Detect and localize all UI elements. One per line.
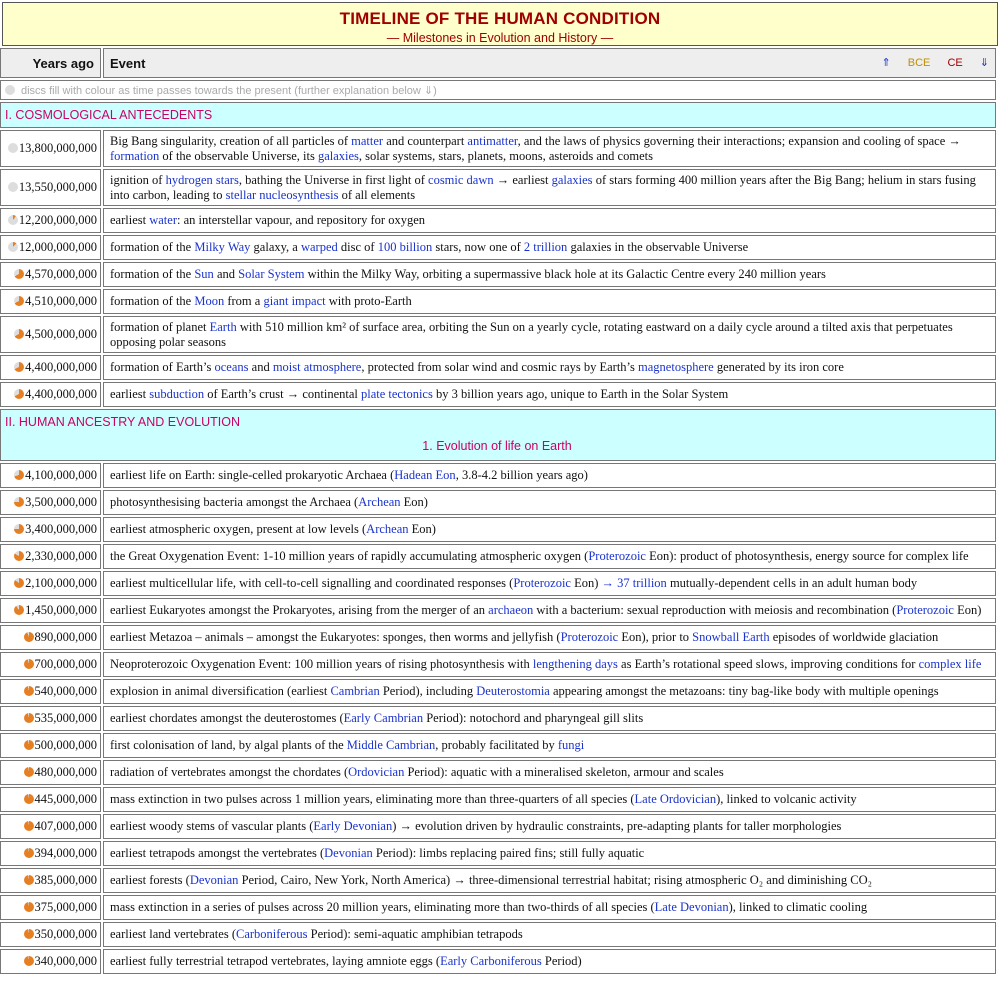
event-link[interactable]: Snowball Earth <box>692 630 770 644</box>
years-ago-cell <box>0 289 101 314</box>
progress-disc-icon <box>14 296 24 306</box>
event-cell <box>103 841 996 866</box>
progress-disc-icon <box>14 497 24 507</box>
event-text: by 3 billion years ago, unique to Earth in the Solar System <box>432 387 729 401</box>
years-ago-cell <box>0 949 101 974</box>
years-value: 3,400,000,000 <box>25 522 97 536</box>
page-title: TIMELINE OF THE HUMAN CONDITION <box>339 9 661 28</box>
table-row <box>0 652 996 677</box>
event-link[interactable]: Ordovician <box>348 765 405 779</box>
event-link[interactable]: magnetosphere <box>638 360 714 374</box>
event-link[interactable]: fungi <box>557 738 585 752</box>
event-cell <box>103 490 996 515</box>
event-cell <box>103 868 996 893</box>
progress-disc-icon <box>14 389 24 399</box>
up-arrow-icon[interactable]: ⇑ <box>881 56 891 69</box>
event-text: Period, Cairo, New York, North America) → three-dimensional terrestrial habitat; rising atmospheric O₂ and diminishing CO₂ <box>238 873 873 887</box>
bce-link[interactable]: BCE <box>907 56 931 69</box>
event-link[interactable]: Late Ordovician <box>634 792 717 806</box>
years-ago-cell <box>0 895 101 920</box>
event-text: , probably facilitated by <box>435 738 558 752</box>
event-text: formation of the <box>110 267 195 281</box>
event-text: earliest chordates amongst the deuterostomes ( <box>110 711 344 725</box>
event-cell <box>103 571 996 596</box>
event-text: photosynthesising bacteria amongst the Archaea ( <box>110 495 359 509</box>
progress-disc-icon <box>24 956 34 966</box>
legend-note-text: discs fill with colour as time passes towards the present (further explanation below ⇓) <box>21 84 437 97</box>
years-value: 4,510,000,000 <box>25 294 97 308</box>
subsection-heading-evolution: 1. Evolution of life on Earth <box>422 439 572 453</box>
event-link[interactable]: Devonian <box>189 873 239 887</box>
table-row <box>0 868 996 893</box>
event-cell <box>103 733 996 758</box>
event-cell <box>103 706 996 731</box>
event-cell <box>103 382 996 407</box>
years-ago-cell <box>0 490 101 515</box>
event-cell <box>103 544 996 569</box>
event-text: the Great Oxygenation Event: 1-10 million years of rapidly accumulating atmospheric oxygen ( <box>110 549 589 563</box>
event-text: Eon) <box>570 576 602 590</box>
legend-note-row <box>0 80 996 100</box>
progress-disc-icon <box>8 182 18 192</box>
years-value: 890,000,000 <box>34 630 97 644</box>
years-value: 3,500,000,000 <box>25 495 97 509</box>
event-text: , solar systems, stars, planets, moons, asteroids and comets <box>358 148 653 163</box>
event-text: Eon) <box>400 495 428 509</box>
years-value: 12,000,000,000 <box>18 240 97 254</box>
progress-disc-icon <box>24 848 34 858</box>
progress-disc-icon <box>24 875 34 885</box>
event-cell <box>103 355 996 380</box>
years-value: 480,000,000 <box>34 765 97 779</box>
event-link[interactable]: Late Devonian <box>654 900 729 914</box>
event-cell <box>103 679 996 704</box>
years-value: 4,400,000,000 <box>25 360 97 374</box>
years-ago-cell <box>0 679 101 704</box>
event-link[interactable]: warped <box>300 240 338 254</box>
progress-disc-icon <box>8 143 18 153</box>
table-row <box>0 355 996 380</box>
event-link[interactable]: Solar System <box>238 267 305 281</box>
event-text: earliest forests ( <box>110 873 190 887</box>
event-link[interactable]: Proterozoic <box>560 630 619 644</box>
event-link[interactable]: matter <box>351 133 384 148</box>
progress-disc-icon <box>14 524 24 534</box>
event-cell <box>103 463 996 488</box>
table-row <box>0 463 996 488</box>
years-value: 350,000,000 <box>34 927 97 941</box>
event-link[interactable]: giant impact <box>263 294 326 308</box>
event-cell <box>103 652 996 677</box>
progress-disc-icon <box>14 470 24 480</box>
progress-disc-icon <box>14 269 24 279</box>
years-value: 407,000,000 <box>34 819 97 833</box>
years-ago-cell <box>0 208 101 233</box>
progress-disc-icon <box>8 215 18 225</box>
event-link[interactable]: Moon <box>194 294 225 308</box>
event-text: earliest tetrapods amongst the vertebrates ( <box>110 846 325 860</box>
event-cell <box>103 235 996 260</box>
table-row <box>0 517 996 542</box>
event-text: Eon) <box>953 603 982 617</box>
event-link[interactable]: Milky Way <box>194 240 251 254</box>
event-link[interactable]: Cambrian <box>330 684 380 698</box>
event-link[interactable]: oceans <box>214 360 249 374</box>
event-text: ignition of <box>110 172 166 187</box>
event-link[interactable]: plate tectonics <box>360 387 433 401</box>
event-link[interactable]: → 37 trillion <box>601 576 667 590</box>
event-cell <box>103 316 996 353</box>
progress-disc-icon <box>24 767 34 777</box>
years-ago-cell <box>0 463 101 488</box>
event-link[interactable]: Early Cambrian <box>343 711 424 725</box>
section-heading-cosmological: I. COSMOLOGICAL ANTECEDENTS <box>0 102 996 128</box>
table-row <box>0 490 996 515</box>
years-value: 385,000,000 <box>34 873 97 887</box>
years-ago-cell <box>0 787 101 812</box>
event-link[interactable]: archaeon <box>488 603 534 617</box>
event-text: earliest Metazoa – animals – amongst the Eukaryotes: sponges, then worms and jellyfish ( <box>110 630 561 644</box>
years-value: 4,500,000,000 <box>25 327 97 341</box>
section-heading-row <box>0 409 996 461</box>
event-text: Big Bang singularity, creation of all particles of <box>110 133 352 148</box>
event-link[interactable]: Proterozoic <box>588 549 646 563</box>
event-cell <box>103 814 996 839</box>
event-cell <box>103 895 996 920</box>
event-text: within the Milky Way, orbiting a supermassive black hole at its Galactic Centre every 240 million years <box>304 267 826 281</box>
event-text: disc of <box>337 240 378 254</box>
years-value: 1,450,000,000 <box>25 603 97 617</box>
event-text: stars, now one of <box>432 240 524 254</box>
event-header: Event <box>110 55 146 71</box>
years-ago-cell <box>0 868 101 893</box>
timeline-table <box>0 46 998 976</box>
years-ago-cell <box>0 382 101 407</box>
event-text: and <box>213 267 239 281</box>
table-row <box>0 841 996 866</box>
progress-disc-icon <box>14 578 24 588</box>
event-text: earliest Eukaryotes amongst the Prokaryotes, arising from the merger of an <box>110 603 489 617</box>
years-value: 2,330,000,000 <box>25 549 97 563</box>
event-header-cell <box>103 48 996 78</box>
table-row <box>0 235 996 260</box>
years-ago-cell <box>0 598 101 623</box>
event-text: of Earth’s crust → continental <box>204 387 361 401</box>
event-link[interactable]: cosmic dawn <box>428 172 494 187</box>
table-row <box>0 922 996 947</box>
progress-disc-icon <box>24 821 34 831</box>
event-text: with 510 million km² of surface area, orbiting the Sun on a yearly cycle, rotating eastward on a daily cycle around a tilted axis that perpetuates opposing polar seasons <box>110 319 953 349</box>
event-cell <box>103 169 996 206</box>
years-value: 2,100,000,000 <box>25 576 97 590</box>
event-text: Period): semi-aquatic amphibian tetrapods <box>307 927 523 941</box>
table-row <box>0 262 996 287</box>
progress-disc-icon <box>14 362 24 372</box>
event-text: Period): aquatic with a mineralised skeleton, armour and scales <box>404 765 724 779</box>
years-value: 500,000,000 <box>34 738 97 752</box>
event-link[interactable]: Archean <box>366 522 409 536</box>
event-text: Eon): product of photosynthesis, energy source for complex life <box>645 549 969 563</box>
event-text: Period), including <box>379 684 477 698</box>
progress-disc-icon <box>8 242 18 252</box>
legend-note <box>0 80 996 100</box>
years-ago-cell <box>0 316 101 353</box>
event-link[interactable]: Middle Cambrian <box>346 738 436 752</box>
down-arrow-icon[interactable]: ⇓ <box>979 56 989 69</box>
event-text: Neoproterozoic Oxygenation Event: 100 million years of rising photosynthesis with <box>110 657 533 671</box>
ce-link[interactable]: CE <box>947 56 963 69</box>
years-ago-cell <box>0 262 101 287</box>
event-text: of stars forming 400 million years after the Big Bang; helium in stars fusing into carbon, leading to <box>110 172 976 202</box>
event-text: , and the laws of physics governing their interactions; expansion and cooling of space → <box>517 133 961 148</box>
table-row <box>0 679 996 704</box>
event-text: explosion in animal diversification (earliest <box>110 684 331 698</box>
page-subtitle: — Milestones in Evolution and History — <box>386 31 614 45</box>
table-row <box>0 169 996 206</box>
table-row <box>0 571 996 596</box>
years-ago-cell <box>0 760 101 785</box>
event-text: earliest <box>110 213 150 227</box>
event-text: Eon) <box>408 522 436 536</box>
event-link[interactable]: Earth <box>209 319 237 334</box>
event-link[interactable]: antimatter <box>467 133 518 148</box>
event-link[interactable]: formation <box>110 148 160 163</box>
event-text: Period) <box>541 954 582 968</box>
section-heading-row <box>0 102 996 128</box>
progress-disc-icon <box>24 929 34 939</box>
event-link[interactable]: subduction <box>149 387 205 401</box>
event-link[interactable]: lengthening days <box>532 657 618 671</box>
years-value: 535,000,000 <box>34 711 97 725</box>
event-text: formation of Earth’s <box>110 360 215 374</box>
years-ago-cell <box>0 922 101 947</box>
section-heading-human-ancestry <box>0 409 996 461</box>
table-row <box>0 625 996 650</box>
event-text: of all elements <box>338 187 416 202</box>
table-row <box>0 130 996 167</box>
event-text: episodes of worldwide glaciation <box>769 630 939 644</box>
years-ago-cell <box>0 544 101 569</box>
progress-disc-icon <box>14 605 24 615</box>
years-ago-cell <box>0 571 101 596</box>
event-text: ) → evolution driven by hydraulic constraints, pre-adapting plants for taller morphologies <box>392 819 842 833</box>
event-text: formation of planet <box>110 319 210 334</box>
event-text: earliest <box>110 387 150 401</box>
progress-disc-icon <box>24 659 34 669</box>
event-text: first colonisation of land, by algal plants of the <box>110 738 347 752</box>
event-link[interactable]: Early Carboniferous <box>440 954 542 968</box>
table-row <box>0 895 996 920</box>
event-link[interactable]: Proterozoic <box>513 576 571 590</box>
table-row <box>0 787 996 812</box>
event-link[interactable]: Carboniferous <box>235 927 308 941</box>
event-text: earliest woody stems of vascular plants ( <box>110 819 314 833</box>
years-value: 13,800,000,000 <box>18 141 97 155</box>
years-value: 445,000,000 <box>34 792 97 806</box>
years-ago-cell <box>0 355 101 380</box>
event-text: Period): limbs replacing paired fins; still fully aquatic <box>372 846 645 860</box>
progress-disc-icon <box>24 686 34 696</box>
event-text: ), linked to volcanic activity <box>716 792 857 806</box>
event-text: earliest fully terrestrial tetrapod vertebrates, laying amniote eggs ( <box>110 954 441 968</box>
event-text: : an interstellar vapour, and repository for oxygen <box>176 213 426 227</box>
event-text: , protected from solar wind and cosmic rays by Earth’s <box>361 360 639 374</box>
event-text: galaxies in the observable Universe <box>567 240 749 254</box>
event-link[interactable]: Sun <box>194 267 214 281</box>
event-text: , bathing the Universe in first light of <box>238 172 429 187</box>
years-ago-cell <box>0 841 101 866</box>
event-cell <box>103 130 996 167</box>
table-row <box>0 760 996 785</box>
years-value: 540,000,000 <box>34 684 97 698</box>
years-value: 4,570,000,000 <box>25 267 97 281</box>
table-row <box>0 733 996 758</box>
years-value: 13,550,000,000 <box>18 180 97 194</box>
event-text: mutually-dependent cells in an adult human body <box>666 576 918 590</box>
event-cell <box>103 760 996 785</box>
event-link[interactable]: complex life <box>918 657 982 671</box>
event-text: appearing amongst the metazoans: tiny bag-like body with multiple openings <box>549 684 939 698</box>
event-cell <box>103 949 996 974</box>
event-text: mass extinction in a series of pulses across 20 million years, eliminating more than two-thirds of all species ( <box>110 900 655 914</box>
event-link[interactable]: galaxies <box>317 148 359 163</box>
table-row <box>0 382 996 407</box>
table-row <box>0 289 996 314</box>
years-ago-cell <box>0 733 101 758</box>
event-link[interactable]: water <box>149 213 177 227</box>
event-text: galaxy, a <box>250 240 301 254</box>
event-text: of the observable Universe, its <box>159 148 318 163</box>
event-link[interactable]: galaxies <box>551 172 593 187</box>
event-link[interactable]: hydrogen stars <box>165 172 239 187</box>
progress-disc-icon <box>14 551 24 561</box>
event-cell <box>103 787 996 812</box>
event-text: earliest life on Earth: single-celled prokaryotic Archaea ( <box>110 468 395 482</box>
event-text: and counterpart <box>383 133 468 148</box>
years-ago-cell <box>0 235 101 260</box>
years-value: 394,000,000 <box>34 846 97 860</box>
event-link[interactable]: moist atmosphere <box>272 360 362 374</box>
table-row <box>0 316 996 353</box>
years-value: 700,000,000 <box>34 657 97 671</box>
table-row <box>0 598 996 623</box>
event-link[interactable]: Hadean Eon <box>394 468 456 482</box>
years-ago-cell <box>0 814 101 839</box>
event-text: Period): notochord and pharyngeal gill slits <box>423 711 644 725</box>
table-row <box>0 706 996 731</box>
years-ago-cell <box>0 706 101 731</box>
event-text: mass extinction in two pulses across 1 million years, eliminating more than three-quarters of all species ( <box>110 792 635 806</box>
event-text: earliest multicellular life, with cell-to-cell signalling and coordinated responses ( <box>110 576 514 590</box>
event-text: with proto-Earth <box>325 294 412 308</box>
event-text: , 3.8-4.2 billion years ago) <box>455 468 588 482</box>
event-link[interactable]: Proterozoic <box>896 603 954 617</box>
event-text: earliest atmospheric oxygen, present at low levels ( <box>110 522 367 536</box>
event-text: as Earth’s rotational speed slows, improving conditions for <box>617 657 919 671</box>
event-cell <box>103 625 996 650</box>
table-row <box>0 208 996 233</box>
progress-disc-icon <box>24 632 34 642</box>
event-text: formation of the <box>110 294 195 308</box>
years-value: 375,000,000 <box>34 900 97 914</box>
event-link[interactable]: 2 trillion <box>523 240 568 254</box>
progress-disc-icon <box>14 329 24 339</box>
table-row <box>0 544 996 569</box>
progress-disc-icon <box>24 740 34 750</box>
event-cell <box>103 517 996 542</box>
years-value: 12,200,000,000 <box>18 213 97 227</box>
event-link[interactable]: Devonian <box>324 846 373 860</box>
years-value: 340,000,000 <box>34 954 97 968</box>
event-link[interactable]: Deuterostomia <box>476 684 550 698</box>
progress-disc-icon <box>24 794 34 804</box>
event-text: Eon), prior to <box>618 630 693 644</box>
event-cell <box>103 262 996 287</box>
section-heading-human-ancestry-text: II. HUMAN ANCESTRY AND EVOLUTION <box>5 415 241 429</box>
years-ago-cell <box>0 130 101 167</box>
event-link[interactable]: stellar nucleosynthesis <box>225 187 339 202</box>
table-header-row <box>0 48 996 78</box>
years-value: 4,400,000,000 <box>25 387 97 401</box>
years-ago-cell <box>0 517 101 542</box>
years-ago-header: Years ago <box>0 48 101 78</box>
nav-links <box>867 56 989 69</box>
progress-disc-icon <box>24 713 34 723</box>
years-ago-cell <box>0 625 101 650</box>
event-text: earliest land vertebrates ( <box>110 927 236 941</box>
years-ago-cell <box>0 652 101 677</box>
years-value: 4,100,000,000 <box>25 468 97 482</box>
years-ago-cell <box>0 169 101 206</box>
event-cell <box>103 289 996 314</box>
event-text: with a bacterium: sexual reproduction with meiosis and recombination ( <box>533 603 897 617</box>
table-row <box>0 814 996 839</box>
event-cell <box>103 922 996 947</box>
title-banner <box>2 2 998 46</box>
event-text: ), linked to climatic cooling <box>728 900 868 914</box>
table-row <box>0 949 996 974</box>
event-text: → earliest <box>493 172 552 187</box>
empty-disc-icon <box>5 85 15 95</box>
event-text: radiation of vertebrates amongst the chordates ( <box>110 765 349 779</box>
event-text: formation of the <box>110 240 195 254</box>
event-cell <box>103 598 996 623</box>
progress-disc-icon <box>24 902 34 912</box>
event-link[interactable]: Early Devonian <box>313 819 393 833</box>
event-link[interactable]: 100 billion <box>377 240 433 254</box>
event-text: and <box>248 360 273 374</box>
event-cell <box>103 208 996 233</box>
event-text: generated by its iron core <box>713 360 844 374</box>
event-link[interactable]: Archean <box>358 495 401 509</box>
event-text: from a <box>224 294 264 308</box>
